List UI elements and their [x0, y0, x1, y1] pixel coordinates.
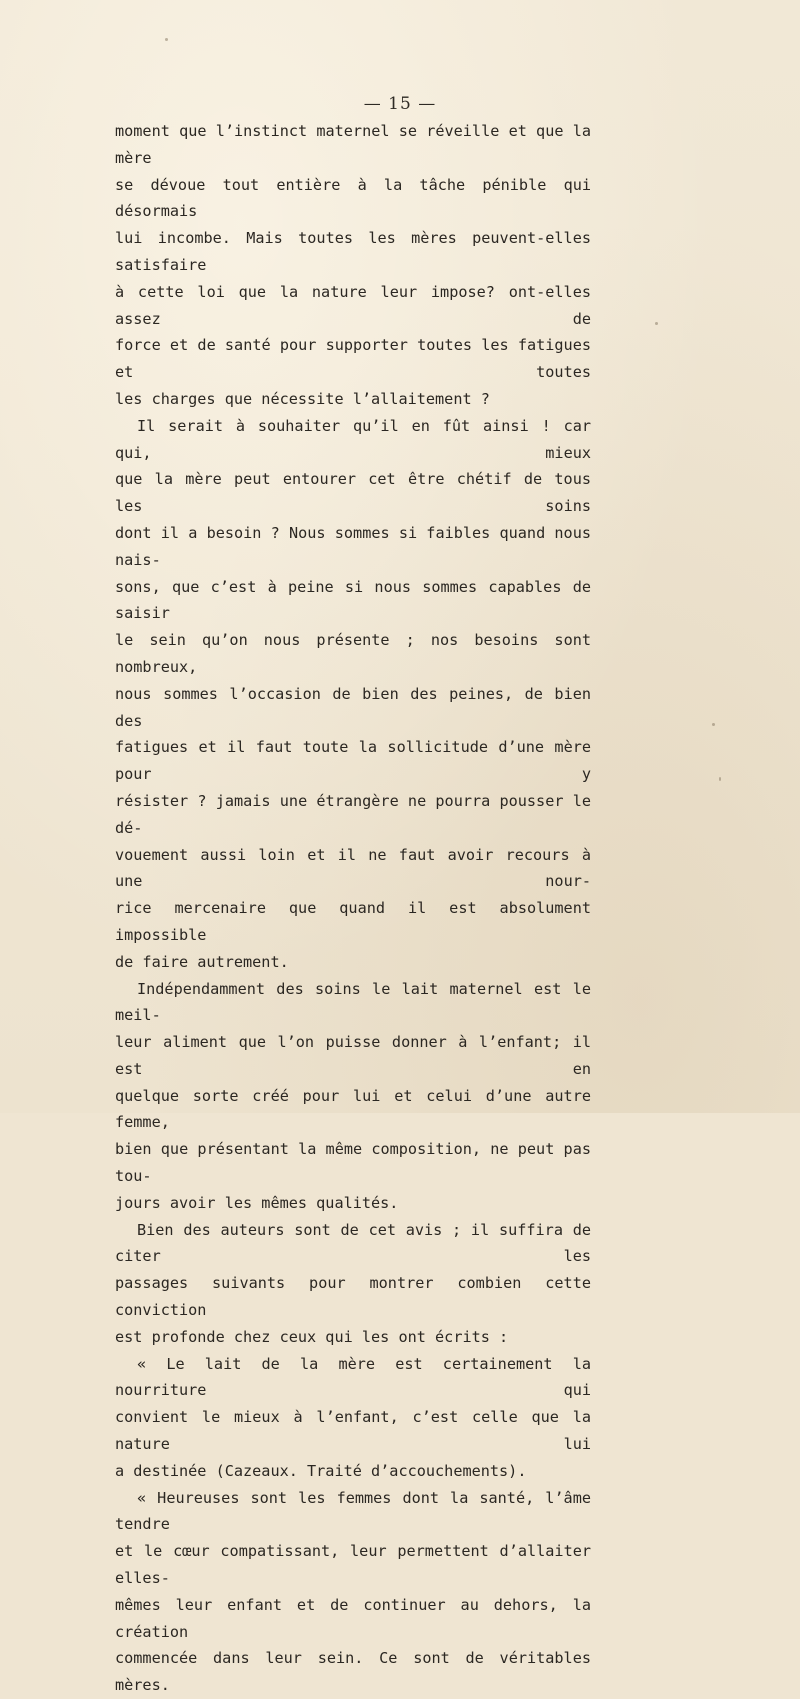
text-line: leur aliment que l’on puisse donner à l’enfant; il est en [115, 1033, 591, 1078]
text-line: passages suivants pour montrer combien cette conviction [115, 1274, 591, 1320]
paragraph [115, 1217, 591, 1351]
text-line: « Heureuses sont les femmes dont la santé, l’âme tendre [115, 1488, 591, 1534]
text-line: force et de santé pour supporter toutes les fatigues et toutes [115, 336, 591, 382]
text-line: jours avoir les mêmes qualités. [115, 1193, 399, 1212]
text-line: à cette loi que la nature leur impose? ont-elles assez de [115, 282, 591, 328]
text-line: rice mercenaire que quand il est absolument impossible [115, 899, 591, 944]
text-line: Bien des auteurs sont de cet avis ; il suffira de citer les [115, 1220, 591, 1266]
text-line: vouement aussi loin et il ne faut avoir recours à une nour- [115, 845, 591, 891]
text-line: dont il a besoin ? Nous sommes si faibles quand nous nais- [115, 523, 591, 569]
paragraph [115, 976, 591, 1217]
body-text [115, 118, 591, 1699]
text-line: se dévoue tout entière à la tâche pénible qui désormais [115, 175, 591, 221]
text-line: bien que présentant la même composition, ne peut pas tou- [115, 1140, 591, 1186]
text-line: les charges que nécessite l’allaitement ? [115, 389, 490, 408]
paper-speck [712, 723, 715, 726]
text-line: sons, que c’est à peine si nous sommes capables de saisir [115, 577, 591, 623]
page-number: — 15 — [363, 94, 437, 114]
text-line: nous sommes l’occasion de bien des peines, de bien des [115, 684, 591, 730]
text-line: commencée dans leur sein. Ce sont de véritables mères. [115, 1649, 591, 1695]
paragraph [115, 413, 591, 976]
text-line: mêmes leur enfant et de continuer au dehors, la création [115, 1595, 591, 1641]
paper-speck [655, 322, 658, 325]
paper-speck [719, 777, 721, 781]
paper-speck [165, 38, 168, 41]
text-line: quelque sorte créé pour lui et celui d’une autre femme, [115, 1086, 591, 1132]
text-line: « Le lait de la mère est certainement la nourriture qui [115, 1354, 591, 1400]
text-line: convient le mieux à l’enfant, c’est celle que la nature lui [115, 1408, 591, 1454]
text-line: que la mère peut entourer cet être chétif de tous les soins [115, 470, 591, 516]
text-line: fatigues et il faut toute la sollicitude d’une mère pour y [115, 738, 591, 784]
text-line: de faire autrement. [115, 952, 289, 971]
text-line: le sein qu’on nous présente ; nos besoins sont nombreux, [115, 631, 591, 676]
text-line: lui incombe. Mais toutes les mères peuvent-elles satisfaire [115, 229, 591, 274]
text-line: Il serait à souhaiter qu’il en fût ainsi ! car qui, mieux [115, 416, 591, 462]
paragraph [115, 118, 591, 413]
text-line: Indépendamment des soins le lait maternel est le meil- [115, 979, 591, 1025]
quotation [115, 1351, 591, 1485]
text-line: a destinée (Cazeaux. Traité d’accouchements). [115, 1461, 527, 1480]
text-line: est profonde chez ceux qui les ont écrits : [115, 1327, 509, 1346]
text-line: moment que l’instinct maternel se réveille et que la mère [115, 122, 591, 167]
quotation [115, 1485, 591, 1699]
text-line: et le cœur compatissant, leur permettent d’allaiter elles- [115, 1542, 591, 1588]
text-line: résister ? jamais une étrangère ne pourra pousser le dé- [115, 791, 591, 837]
